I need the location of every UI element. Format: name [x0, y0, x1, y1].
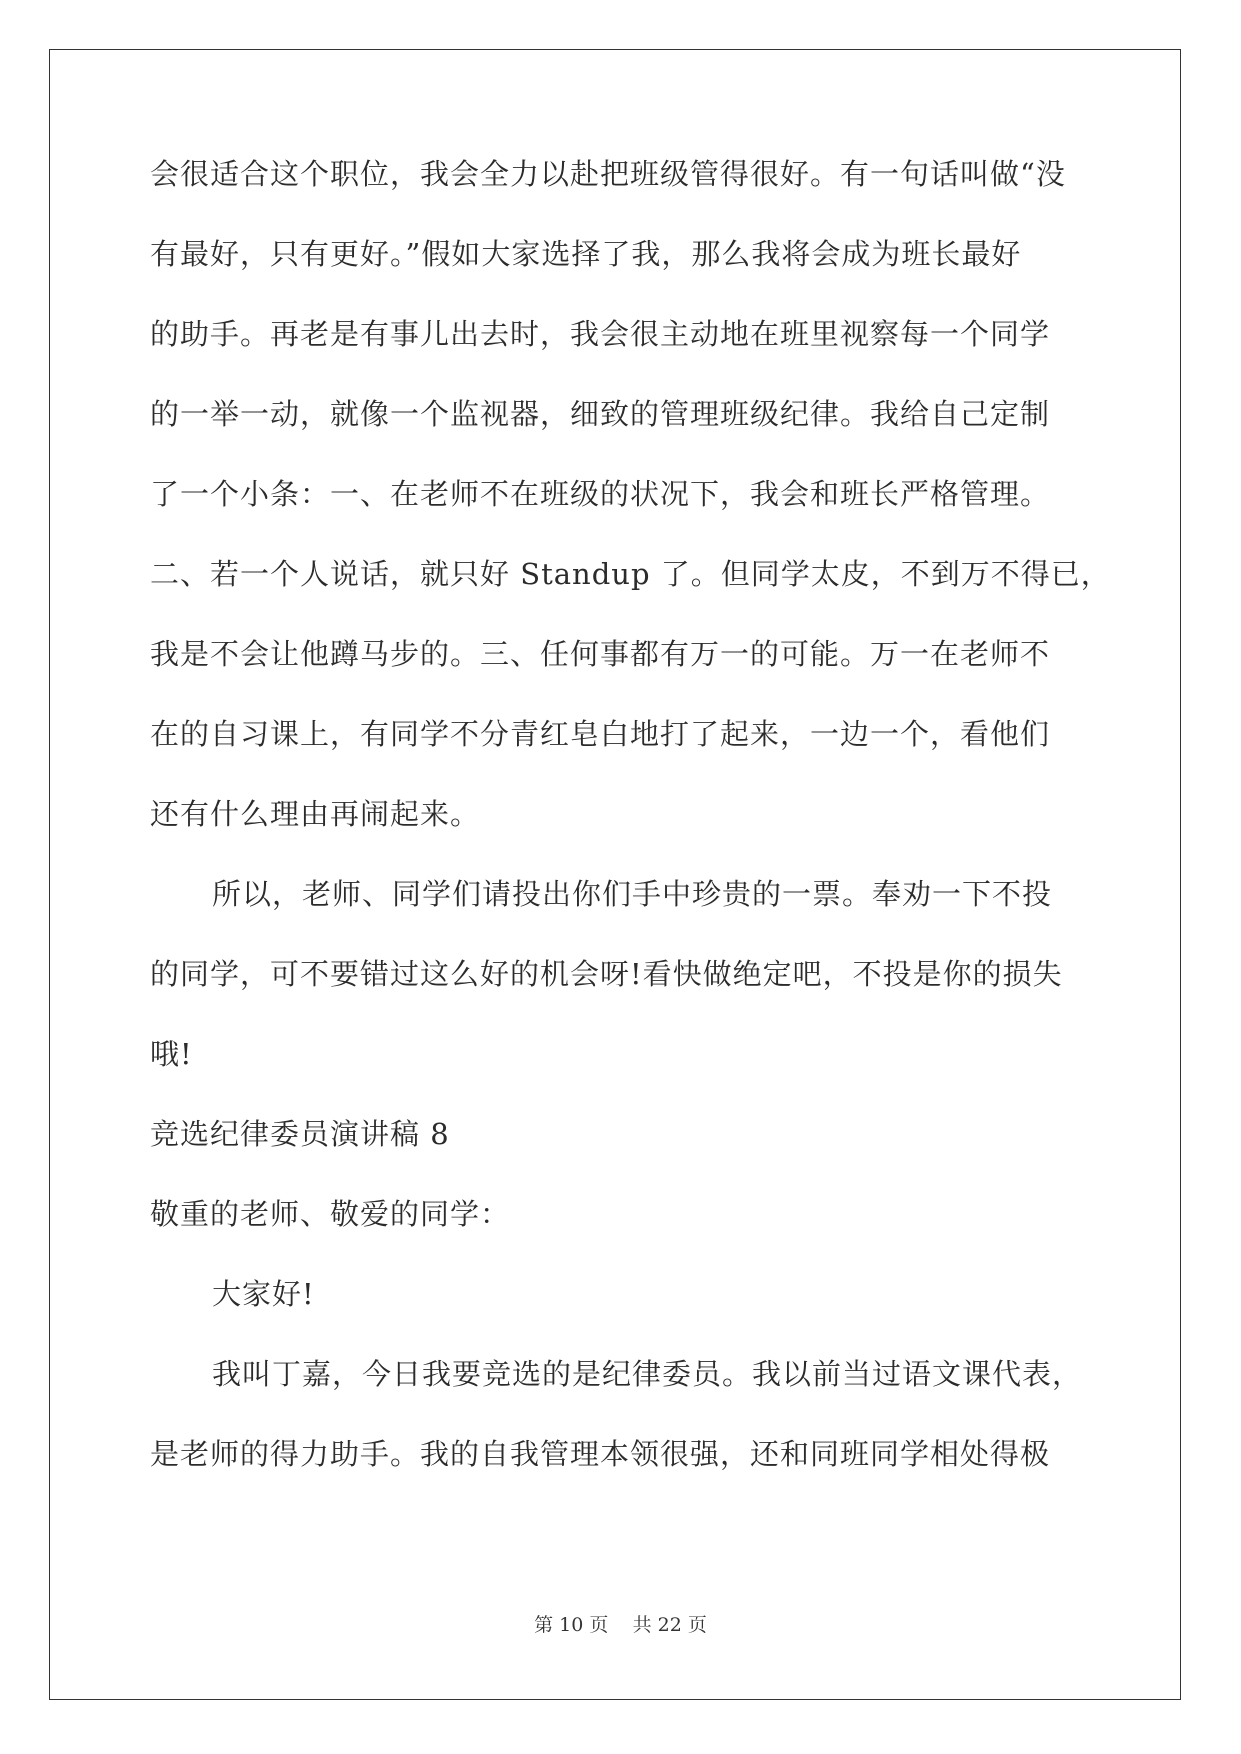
text-line-7: 我是不会让他蹲马步的。三、任何事都有万一的可能。万一在老师不 — [150, 637, 1051, 671]
text-line-12: 哦! — [150, 1037, 193, 1071]
text-line-3: 的助手。再老是有事儿出去时，我会很主动地在班里视察每一个同学 — [150, 317, 1051, 351]
text-line-17: 是老师的得力助手。我的自我管理本领很强，还和同班同学相处得极 — [150, 1437, 1051, 1471]
greeting: 大家好! — [212, 1277, 315, 1311]
text-line-11: 的同学，可不要错过这么好的机会呀!看快做绝定吧，不投是你的损失 — [150, 957, 1063, 991]
text-line-2: 有最好，只有更好。”假如大家选择了我，那么我将会成为班长最好 — [150, 237, 1022, 271]
text-line-6: 二、若一个人说话，就只好 Standup 了。但同学太皮，不到万不得已， — [150, 557, 1111, 591]
text-line-9: 还有什么理由再闹起来。 — [150, 797, 481, 831]
section-heading: 竞选纪律委员演讲稿 8 — [150, 1117, 450, 1151]
salutation: 敬重的老师、敬爱的同学： — [150, 1197, 511, 1231]
text-line-5: 了一个小条：一、在老师不在班级的状况下，我会和班长严格管理。 — [150, 477, 1051, 511]
text-line-16: 我叫丁嘉，今日我要竞选的是纪律委员。我以前当过语文课代表， — [212, 1357, 1083, 1391]
total-pages-label: 共 22 页 — [632, 1614, 707, 1636]
text-line-4: 的一举一动，就像一个监视器，细致的管理班级纪律。我给自己定制 — [150, 397, 1051, 431]
text-line-10: 所以，老师、同学们请投出你们手中珍贵的一票。奉劝一下不投 — [212, 877, 1053, 911]
page-footer — [0, 1610, 1241, 1637]
text-line-1: 会很适合这个职位，我会全力以赴把班级管得很好。有一句话叫做“没 — [150, 157, 1066, 191]
current-page-label: 第 10 页 — [534, 1614, 609, 1636]
text-line-8: 在的自习课上，有同学不分青红皂白地打了起来，一边一个，看他们 — [150, 717, 1051, 751]
document-body — [150, 154, 1111, 1514]
